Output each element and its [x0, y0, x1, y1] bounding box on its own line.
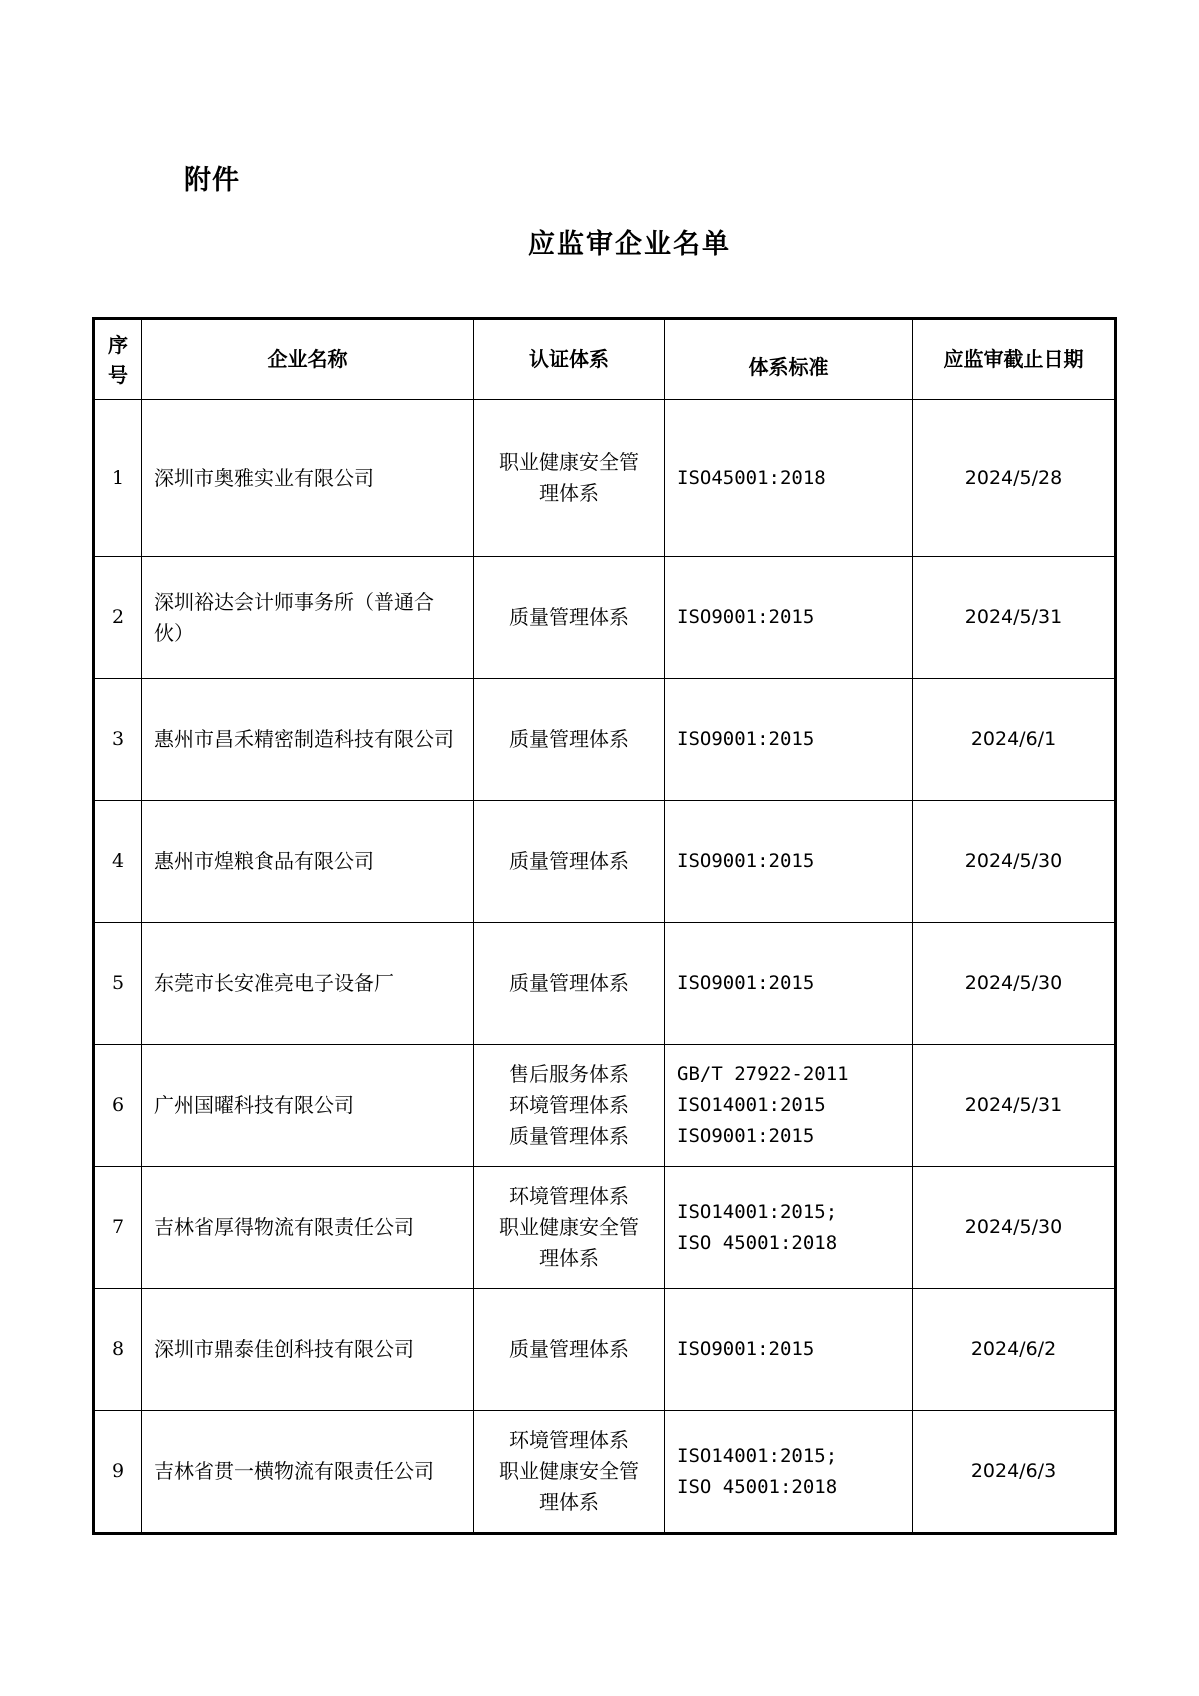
cell-standard — [665, 557, 913, 679]
system-line: 质量管理体系 — [509, 971, 629, 995]
standard-line: ISO9001:2015 — [677, 1338, 815, 1360]
cell-certification-system — [474, 1167, 665, 1289]
cell-seq: 1 — [94, 400, 142, 557]
standard-line: ISO9001:2015 — [677, 972, 815, 994]
standard-line: ISO9001:2015 — [677, 728, 815, 750]
cell-certification-system — [474, 801, 665, 923]
cell-seq: 9 — [94, 1411, 142, 1534]
table-row — [94, 400, 1116, 557]
cell-certification-system — [474, 400, 665, 557]
standard-line: ISO 45001:2018 — [677, 1231, 838, 1254]
system-line: 质量管理体系 — [509, 1337, 629, 1361]
cell-deadline: 2024/5/31 — [913, 1045, 1116, 1167]
cell-company-name: 惠州市煌粮食品有限公司 — [142, 801, 474, 923]
system-line: 质量管理体系 — [509, 849, 629, 873]
cell-standard — [665, 923, 913, 1045]
header-standard-label: 体系标准 — [748, 355, 829, 379]
cell-seq: 7 — [94, 1167, 142, 1289]
system-line: 质量管理体系 — [509, 605, 629, 629]
cell-seq: 8 — [94, 1289, 142, 1411]
cell-seq: 5 — [94, 923, 142, 1045]
cell-certification-system — [474, 1045, 665, 1167]
cell-company-name: 深圳市鼎泰佳创科技有限公司 — [142, 1289, 474, 1411]
cell-deadline: 2024/5/30 — [913, 923, 1116, 1045]
cell-deadline: 2024/5/28 — [913, 400, 1116, 557]
table-row — [94, 923, 1116, 1045]
standard-line: ISO14001:2015; — [677, 1200, 838, 1223]
standard-line: ISO9001:2015 — [677, 850, 815, 872]
cell-company-name: 吉林省贯一横物流有限责任公司 — [142, 1411, 474, 1534]
system-line: 环境管理体系 — [509, 1184, 629, 1208]
header-seq-line2: 号 — [108, 362, 128, 387]
standard-line: ISO14001:2015; — [677, 1444, 838, 1467]
cell-deadline: 2024/6/3 — [913, 1411, 1116, 1534]
cell-certification-system — [474, 557, 665, 679]
table-row — [94, 557, 1116, 679]
table-body — [94, 400, 1116, 1534]
cell-standard — [665, 1167, 913, 1289]
standard-line: ISO9001:2015 — [677, 606, 815, 628]
table-row — [94, 679, 1116, 801]
cell-deadline: 2024/6/1 — [913, 679, 1116, 801]
standard-line: GB/T 27922-2011 — [677, 1063, 849, 1085]
cell-seq: 2 — [94, 557, 142, 679]
system-line: 质量管理体系 — [509, 1124, 629, 1148]
table-row — [94, 801, 1116, 923]
attachment-label: 附件 — [184, 165, 240, 196]
cell-standard — [665, 400, 913, 557]
standard-line: ISO 45001:2018 — [677, 1475, 838, 1498]
cell-certification-system — [474, 923, 665, 1045]
system-line: 职业健康安全管 — [499, 1459, 639, 1483]
cell-standard — [665, 1289, 913, 1411]
table-row — [94, 1411, 1116, 1534]
cell-company-name: 深圳裕达会计师事务所（普通合伙） — [142, 557, 474, 679]
cell-company-name: 东莞市长安准亮电子设备厂 — [142, 923, 474, 1045]
cell-deadline: 2024/6/2 — [913, 1289, 1116, 1411]
cell-company-name: 惠州市昌禾精密制造科技有限公司 — [142, 679, 474, 801]
cell-standard — [665, 1411, 913, 1534]
table-row — [94, 1167, 1116, 1289]
standard-line: ISO14001:2015 — [677, 1094, 826, 1116]
cell-standard — [665, 801, 913, 923]
system-line: 质量管理体系 — [509, 727, 629, 751]
system-line: 理体系 — [539, 481, 599, 505]
table-row — [94, 1289, 1116, 1411]
cell-company-name: 深圳市奥雅实业有限公司 — [142, 400, 474, 557]
standard-line: ISO9001:2015 — [677, 1125, 815, 1147]
system-line: 职业健康安全管 — [499, 1215, 639, 1239]
cell-certification-system — [474, 679, 665, 801]
cell-deadline: 2024/5/30 — [913, 1167, 1116, 1289]
table-row — [94, 1045, 1116, 1167]
standard-line: ISO45001:2018 — [677, 466, 826, 489]
cell-deadline: 2024/5/31 — [913, 557, 1116, 679]
cell-seq: 3 — [94, 679, 142, 801]
table-header-row — [94, 319, 1116, 400]
cell-company-name: 广州国曜科技有限公司 — [142, 1045, 474, 1167]
system-line: 售后服务体系 — [509, 1062, 629, 1086]
cell-company-name: 吉林省厚得物流有限责任公司 — [142, 1167, 474, 1289]
cell-standard — [665, 1045, 913, 1167]
system-line: 理体系 — [539, 1490, 599, 1514]
cell-standard — [665, 679, 913, 801]
enterprise-list-table — [92, 317, 1117, 1535]
system-line: 职业健康安全管 — [499, 450, 639, 474]
header-seq — [94, 319, 142, 400]
cell-deadline: 2024/5/30 — [913, 801, 1116, 923]
system-line: 环境管理体系 — [509, 1093, 629, 1117]
system-line: 环境管理体系 — [509, 1428, 629, 1452]
header-deadline: 应监审截止日期 — [913, 319, 1116, 400]
header-seq-line1: 序 — [108, 332, 128, 357]
cell-certification-system — [474, 1289, 665, 1411]
system-line: 理体系 — [539, 1246, 599, 1270]
header-company: 企业名称 — [142, 319, 474, 400]
header-system: 认证体系 — [474, 319, 665, 400]
cell-seq: 6 — [94, 1045, 142, 1167]
header-standard — [665, 319, 913, 400]
cell-seq: 4 — [94, 801, 142, 923]
page-title: 应监审企业名单 — [528, 229, 731, 260]
cell-certification-system — [474, 1411, 665, 1534]
